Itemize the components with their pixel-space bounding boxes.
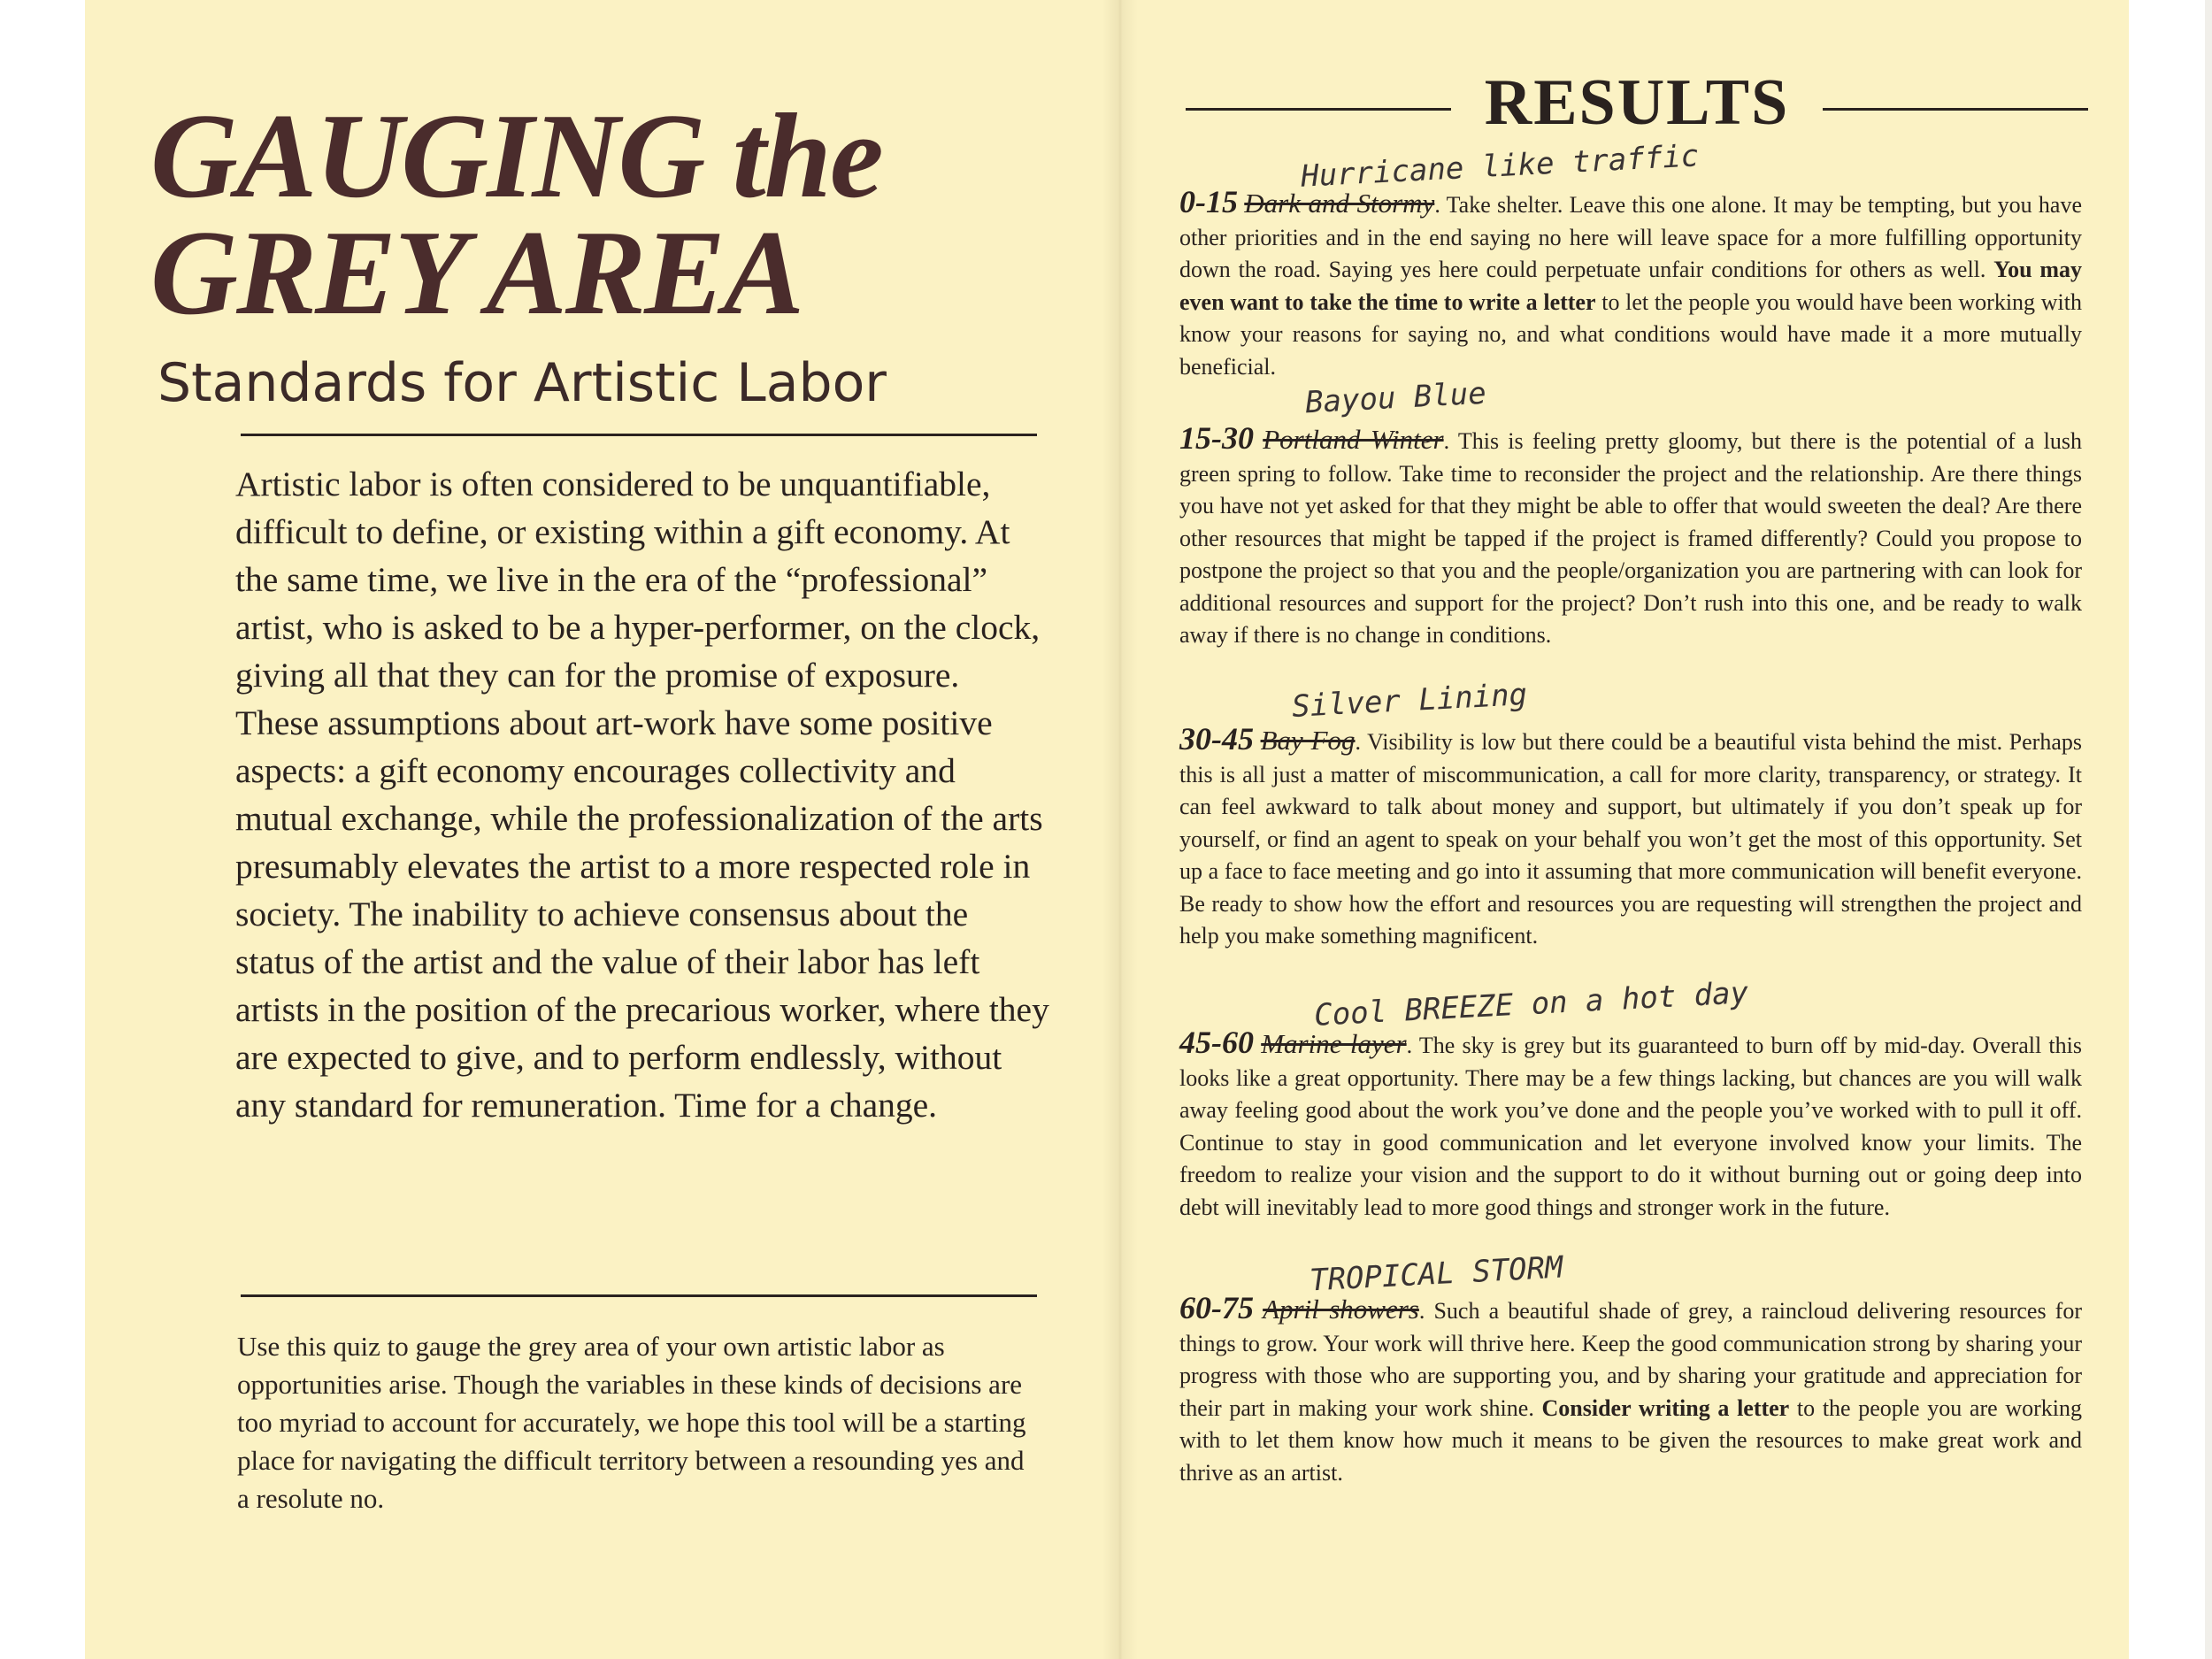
result-60-75 bbox=[1179, 1292, 2082, 1489]
quiz-note: Use this quiz to gauge the grey area of your own artistic labor as opportunities arise. Though the variables in these kinds of decisions are too myriad to account for accurately, we hope this tool will be a starting place for navigating the difficult territory between a resounding yes and a resolute no. bbox=[237, 1331, 1026, 1514]
result-text-end: to let the people you would have been working with know your reasons for saying no, and what conditions would have made it a more mutually beneficial. bbox=[1179, 288, 2082, 380]
intro-paragraph: Artistic labor is often considered to be unquantifiable, difficult to define, or existing within a gift economy. At the same time, we live in the era of the “professional” artist, who is asked to be a hyper-performer, on the clock, giving all that they can for the promise of exposure. These assumptions about art-work have some positive aspects: a gift economy encourages collectivity and mutual exchange, while the professionalization of the arts presumably elevates the artist to a more respected role in society. The inability to achieve consensus about the status of the artist and the value of their labor has left artists in the position of the precarious worker, where they are expected to give, and to perform endlessly, without any standard for remuneration. Time for a change. bbox=[235, 465, 1049, 1125]
result-30-45 bbox=[1179, 723, 2082, 953]
result-text: . This is feeling pretty gloomy, but there is the potential of a lush green spring to follow. Take time to reconsider the project and the relationship. Are there things you have not yet asked for that they might be able to offer that would sweeten the deal? Are there other resources that might be tapped if the project is framed differently? Could you propose to postpone the project so that you and the people/organization you are partnering with can look for additional resources and support for the project? Don’t rush into this one, and be ready to walk away if there is no change in conditions. bbox=[1179, 428, 2083, 648]
struck-label: Marine layer bbox=[1261, 1028, 1407, 1059]
handwritten-note-5: TROPICAL STORM bbox=[1309, 1249, 1564, 1299]
results-heading bbox=[1177, 66, 2097, 142]
result-range: 0-15 bbox=[1179, 184, 1238, 219]
result-45-60 bbox=[1179, 1026, 2082, 1224]
result-bold-text: Consider writing a letter bbox=[1541, 1394, 1790, 1421]
page-edge bbox=[2205, 0, 2212, 1659]
result-bold-text: You may even want to take the time to write a letter bbox=[1179, 257, 2083, 315]
title-line-1: GAUGING the bbox=[150, 88, 882, 223]
struck-label: April showers bbox=[1263, 1294, 1419, 1325]
handwritten-note-4: Cool BREEZE on a hot day bbox=[1313, 975, 1749, 1033]
result-text: . Such a beautiful shade of grey, a raincloud delivering resources for things to grow. Your work will thrive here. Keep the good communication strong by sharing your progress with those who are supporting you, and by sharing your gratitude and appreciation for their part in making your work shine. bbox=[1179, 1298, 2082, 1421]
result-range: 60-75 bbox=[1179, 1290, 1254, 1325]
divider-bottom bbox=[241, 1294, 1037, 1297]
page-gutter bbox=[1102, 0, 1138, 1659]
result-text: . Visibility is low but there could be a beautiful vista behind the mist. Perhaps this is all just a matter of miscommunication, a call for more clarity, transparency, or strategy. It can feel awkward to talk about money and support, but ultimately if you don’t speak up for yourself, or find an agent to speak on your behalf you won’t get the most of this opportunity. Set up a face to face meeting and go into it assuming that more communication will benefit everyone. Be ready to show how the effort and resources you are requesting will strengthen the project and help you make something magnificent. bbox=[1179, 729, 2082, 949]
result-15-30 bbox=[1179, 422, 2082, 652]
result-0-15 bbox=[1179, 186, 2082, 383]
result-range: 30-45 bbox=[1179, 721, 1254, 757]
result-text: . The sky is grey but its guaranteed to burn off by mid-day. Overall this looks like a great opportunity. There may be a few things lacking, but chances are you will walk away feeling good about the work you’ve done and the people you’ve worked with to pull it off. Continue to stay in good communication and let everyone involved know your limits. The freedom to realize your vision and the support to do it without burning out or going deep into debt will inevitably lead to more good things and stronger work in the future. bbox=[1179, 1033, 2082, 1220]
result-range: 45-60 bbox=[1179, 1025, 1254, 1060]
handwritten-note-1: Hurricane like traffic bbox=[1300, 138, 1701, 195]
handwritten-note-3: Silver Lining bbox=[1291, 677, 1528, 725]
struck-label: Portland Winter bbox=[1263, 424, 1444, 455]
results-title: RESULTS bbox=[1484, 66, 1790, 139]
struck-label: Bay Fog bbox=[1260, 725, 1356, 756]
struck-label: Dark and Stormy bbox=[1244, 188, 1435, 219]
title-line-2: GREY AREA bbox=[150, 205, 803, 340]
result-range: 15-30 bbox=[1179, 420, 1254, 456]
divider-top bbox=[241, 434, 1037, 436]
handwritten-note-2: Bayou Blue bbox=[1304, 375, 1487, 421]
heading-rule-right bbox=[1823, 108, 2088, 111]
subtitle: Standards for Artistic Labor bbox=[157, 352, 887, 414]
result-text-end: to the people you are working with to let them know how much it means to be given the resources to make great work and thrive as an artist. bbox=[1179, 1394, 2082, 1486]
heading-rule-left bbox=[1186, 108, 1451, 111]
result-text: . Take shelter. Leave this one alone. It may be tempting, but you have other priorities and in the end saying no here will leave space for a more fulfilling opportunity down the road. Saying yes here could perpetuate unfair conditions for others as well. bbox=[1179, 192, 2082, 282]
